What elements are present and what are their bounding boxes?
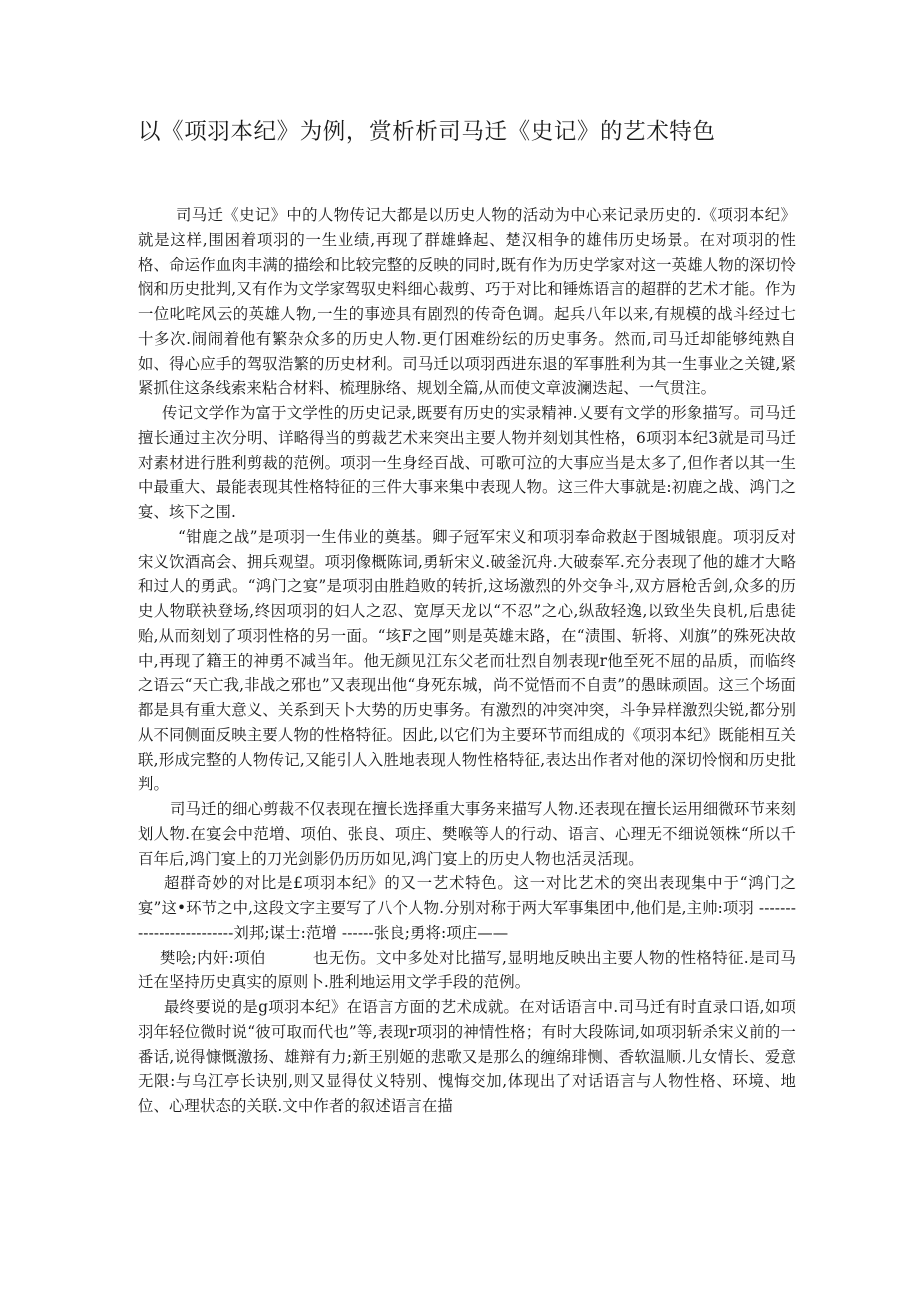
- paragraph-6: 樊哙;内奸:项伯 也无伤。文中多处对比描写,显明地反映出主要人物的性格特征.是司马迁在坚持历史真实的原则卜.胜利地运用文学手段的范例。: [138, 948, 796, 992]
- paragraph-5: 超群奇妙的对比是£项羽本纪》的又一艺术特色。这一对比艺术的突出表现集中于“鸿门之宴”这•环节之中,这段文字主要写了八个人物.分别对称于两大军事集团中,他们是,主帅:项羽 -------------------------刘邦;谋士:范增 ------张良;勇将:项庄——: [138, 874, 796, 942]
- paragraph-4: 司马迁的细心剪裁不仅表现在擅长选择重大事务来描写人物.还表现在擅长运用细微环节来刻划人物.在宴会中范増、项伯、张良、项庄、樊喉等人的行动、语言、心理无不细说领株“所以千百年后,鸿门宴上的刀光剑影仍历历如见,鸿门宴上的历史人物也活灵活现。: [138, 800, 796, 868]
- paragraph-7: 最终要说的是g项羽本纪》在语言方面的艺术成就。在对话语言中.司马迁有时直录口语,如项羽年轻位微时说“彼可取而代也”等,表现r项羽的神情性格；有时大段陈词,如项羽斩杀宋义前的一番话,说得慷慨激扬、雄辩有力;新王别姬的悲歌又是那么的缠绵琲恻、香软温顺.儿女情长、爱意无限:与乌江亭长诀别,则又显得仗义特别、愧悔交加,体现出了对话语言与人物性格、环境、地位、心理状态的关联.文中作者的叙述语言在描: [138, 998, 796, 1115]
- document-title: 以《项羽本纪》为例，赏析析司马迁《史记》的艺术特色: [138, 119, 716, 145]
- paragraph-2: 传记文学作为富于文学性的历史记录,既要有历史的实录精神.乂要有文学的形象描写。司马迁擅长通过主次分明、详略得当的剪裁艺术来突出主要人物并刻划其性格，6项羽本纪3就是司马迁对素材进行胜利剪裁的范例。项羽一生身经百战、可歌可泣的大事应当是太多了,但作者以其一生中最重大、最能表现其性格特征的三件大事来集中表现人物。这三件大事就是:初鹿之战、鸿门之宴、垓下之围.: [138, 404, 796, 521]
- paragraph-1: 司马迁《史记》中的人物传记大都是以历史人物的活动为中心来记录历史的.《项羽本纪》就是这样,围困着项羽的一生业绩,再现了群雄蜂起、楚汉相争的雄伟历史场景。在对项羽的性格、命运作血肉丰满的描绘和比较完整的反映的同时,既有作为历史学家对这一英雄人物的深切怜悯和历史批判,又有作为文学家驾驭史料细心裁剪、巧于对比和锤炼语言的超群的艺术才能。作为一位叱咤风云的英雄人物,一生的事迹具有剧烈的传奇色调。起兵八年以来,有规模的战斗经过七十多次.闹闹着他有繁杂众多的历史人物.更仃困难纷纭的历史事务。然而,司马迁却能够纯熟自如、得心应手的驾驭浩繁的历史材利。司马迁以项羽西进东退的军事胜利为其一生事业之关键,紧紧抓住这条线索来粘合材料、梳理脉络、规划全篇,从而使文章波澜迭起、一气贯注。: [138, 206, 796, 398]
- paragraph-3: “钳鹿之战”是项羽一生伟业的奠基。卿子冠军宋义和项羽奉命救赵于图城银鹿。项羽反对宋义饮酒高会、拥兵观望。项羽像概陈词,勇斩宋义.破釜沉舟.大破泰军.充分表现了他的雄才大略和过人的勇武。“鸿门之宴”是项羽由胜趋败的转折,这场激烈的外交争斗,双方唇枪舌剑,众多的历史人物联袂登场,终因项羽的妇人之忍、宽厚天龙以“不忍”之心,纵敌轻逸,以致坐失良机,后患徒贻,从而刻划了项羽性格的另一面。“垓F之囤”则是英雄末路，在“渍围、斩将、刈旗”的殊死决故中,再现了籍王的神勇不减当年。他无颜见江东父老而壮烈自刎表现r他至死不屈的品质，而临终之语云“天亡我,非战之邪也”又表现出他“身死东城，尚不觉悟而不自责”的愚昧顽固。这三个场面都是具有重大意义、关系到天卜大势的历史事务。有激烈的冲突冲突，斗争异样激烈尖锐,都分别从不同侧面反映主要人物的性格特征。因此,以它们为主要环节而组成的《项羽本纪》既能相互关联,形成完整的人物传记,又能引人入胜地表现人物性格特征,表达出作者对他的深切怜悯和历史批判。: [138, 527, 796, 794]
- document-body: [138, 203, 796, 1119]
